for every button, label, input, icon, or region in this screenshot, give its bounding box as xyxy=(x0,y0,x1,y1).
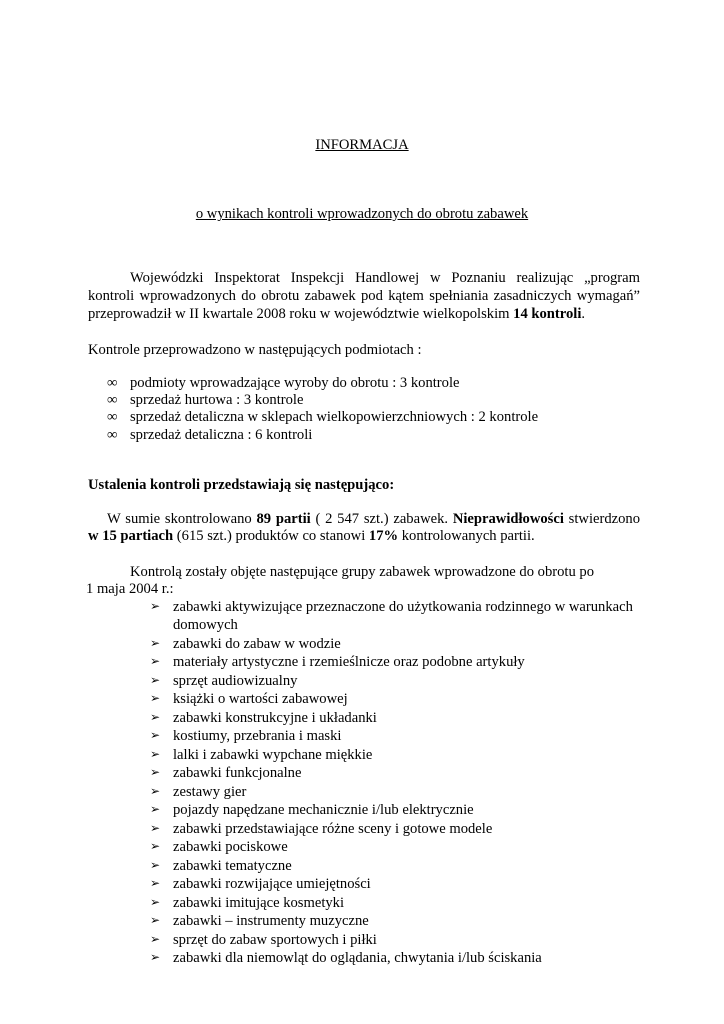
arrow-bullet-icon: ➢ xyxy=(150,839,161,853)
findings-heading-text: Ustalenia kontroli przedstawiają się następująco: xyxy=(88,477,395,493)
summary-text: (615 szt.) produktów co stanowi xyxy=(173,528,369,544)
toy-group-item xyxy=(150,709,377,727)
infinity-bullet-icon: ∞ xyxy=(107,375,118,391)
arrow-bullet-icon: ➢ xyxy=(150,599,161,613)
faulty-percentage: 17% xyxy=(368,528,399,544)
toy-group-continuation: domowych xyxy=(173,617,238,633)
arrow-bullet-icon: ➢ xyxy=(150,950,161,964)
toy-group-item xyxy=(150,820,492,838)
arrow-bullet-icon: ➢ xyxy=(150,691,161,705)
summary-text: ( 2 547 szt.) zabawek. xyxy=(310,511,453,527)
toy-group-text: zabawki dla niemowląt do oglądania, chwytania i/lub ściskania xyxy=(173,950,542,966)
arrow-bullet-icon: ➢ xyxy=(150,636,161,650)
toy-group-item xyxy=(150,894,344,912)
summary-text: stwierdzono xyxy=(563,511,640,527)
toy-group-text: zabawki rozwijające umiejętności xyxy=(173,876,371,892)
toy-group-item xyxy=(150,598,633,616)
arrow-bullet-icon: ➢ xyxy=(150,913,161,927)
toy-group-item xyxy=(150,838,288,856)
arrow-bullet-icon: ➢ xyxy=(150,765,161,779)
toy-group-text: zabawki konstrukcyjne i układanki xyxy=(173,710,377,726)
toy-group-item xyxy=(150,931,377,949)
toy-group-text: zabawki do zabaw w wodzie xyxy=(173,636,341,652)
arrow-bullet-icon: ➢ xyxy=(150,654,161,668)
toy-group-item xyxy=(150,764,301,782)
intro-line-3-end: . xyxy=(581,306,586,322)
toy-group-item xyxy=(150,949,542,967)
intro-line-2: kontroli wprowadzonych do obrotu zabawek pod kątem spełniania zasadniczych wymagań” xyxy=(88,288,640,304)
entity-item xyxy=(107,374,460,392)
toy-group-text: zabawki aktywizujące przeznaczone do użytkowania rodzinnego w warunkach xyxy=(173,599,633,615)
toy-group-item xyxy=(150,783,246,801)
toy-group-text: zabawki funkcjonalne xyxy=(173,765,302,781)
toy-group-item xyxy=(150,801,474,819)
toy-group-item xyxy=(150,635,341,653)
infinity-bullet-icon: ∞ xyxy=(107,409,118,425)
toy-group-item xyxy=(150,746,372,764)
arrow-bullet-icon: ➢ xyxy=(150,876,161,890)
irregularities-label: Nieprawidłowości xyxy=(452,511,564,527)
toy-group-text: sprzęt audiowizualny xyxy=(173,673,298,689)
entity-text: sprzedaż hurtowa : 3 kontrole xyxy=(130,392,304,408)
toy-group-text: zabawki pociskowe xyxy=(173,839,288,855)
total-controls: 14 kontroli xyxy=(513,306,582,322)
entity-item xyxy=(107,408,538,426)
toy-group-item xyxy=(150,653,525,671)
arrow-bullet-icon: ➢ xyxy=(150,747,161,761)
summary-line-2 xyxy=(88,527,535,545)
groups-intro-line-2: 1 maja 2004 r.: xyxy=(86,581,174,597)
summary-text: W sumie skontrolowano xyxy=(107,511,257,527)
entity-item xyxy=(107,391,303,409)
entity-item xyxy=(107,426,312,444)
document-subtitle: o wynikach kontroli wprowadzonych do obrotu zabawek xyxy=(195,206,529,222)
intro-line-1: Wojewódzki Inspektorat Inspekcji Handlowej w Poznaniu realizując „program xyxy=(130,270,640,286)
toy-group-text: zabawki – instrumenty muzyczne xyxy=(173,913,369,929)
entity-text: podmioty wprowadzające wyroby do obrotu : 3 kontrole xyxy=(130,375,460,391)
summary-line-1 xyxy=(107,510,640,528)
toy-group-text: kostiumy, przebrania i maski xyxy=(173,728,342,744)
infinity-bullet-icon: ∞ xyxy=(107,427,118,443)
infinity-bullet-icon: ∞ xyxy=(107,392,118,408)
entities-heading: Kontrole przeprowadzono w następujących podmiotach : xyxy=(88,342,422,358)
toy-group-item xyxy=(150,727,341,745)
toy-group-item xyxy=(150,857,292,875)
intro-line-3 xyxy=(88,305,585,323)
arrow-bullet-icon: ➢ xyxy=(150,673,161,687)
toy-group-text: lalki i zabawki wypchane miękkie xyxy=(173,747,373,763)
findings-heading xyxy=(88,476,394,494)
toy-group-text: zestawy gier xyxy=(173,784,247,800)
arrow-bullet-icon: ➢ xyxy=(150,932,161,946)
toy-group-text: sprzęt do zabaw sportowych i piłki xyxy=(173,932,377,948)
entity-text: sprzedaż detaliczna : 6 kontroli xyxy=(130,427,313,443)
entity-text: sprzedaż detaliczna w sklepach wielkopowierzchniowych : 2 kontrole xyxy=(130,409,539,425)
checked-batches: 89 partii xyxy=(256,511,311,527)
toy-group-text: zabawki tematyczne xyxy=(173,858,292,874)
arrow-bullet-icon: ➢ xyxy=(150,895,161,909)
summary-text: kontrolowanych partii. xyxy=(398,528,535,544)
arrow-bullet-icon: ➢ xyxy=(150,858,161,872)
arrow-bullet-icon: ➢ xyxy=(150,784,161,798)
toy-group-text: zabawki przedstawiające różne sceny i gotowe modele xyxy=(173,821,493,837)
arrow-bullet-icon: ➢ xyxy=(150,728,161,742)
groups-intro-line-1: Kontrolą zostały objęte następujące grupy zabawek wprowadzone do obrotu po xyxy=(130,564,595,580)
arrow-bullet-icon: ➢ xyxy=(150,710,161,724)
document-title: INFORMACJA xyxy=(315,137,409,153)
toy-group-text: książki o wartości zabawowej xyxy=(173,691,348,707)
toy-group-item xyxy=(150,875,371,893)
toy-group-item xyxy=(150,672,297,690)
toy-group-text: pojazdy napędzane mechanicznie i/lub elektrycznie xyxy=(173,802,474,818)
intro-line-3-text: przeprowadził w II kwartale 2008 roku w województwie wielkopolskim xyxy=(88,306,514,322)
arrow-bullet-icon: ➢ xyxy=(150,821,161,835)
toy-group-item xyxy=(150,690,348,708)
toy-group-item xyxy=(150,912,369,930)
arrow-bullet-icon: ➢ xyxy=(150,802,161,816)
toy-group-text: zabawki imitujące kosmetyki xyxy=(173,895,345,911)
faulty-batches: w 15 partiach xyxy=(88,528,174,544)
toy-group-text: materiały artystyczne i rzemieślnicze oraz podobne artykuły xyxy=(173,654,525,670)
